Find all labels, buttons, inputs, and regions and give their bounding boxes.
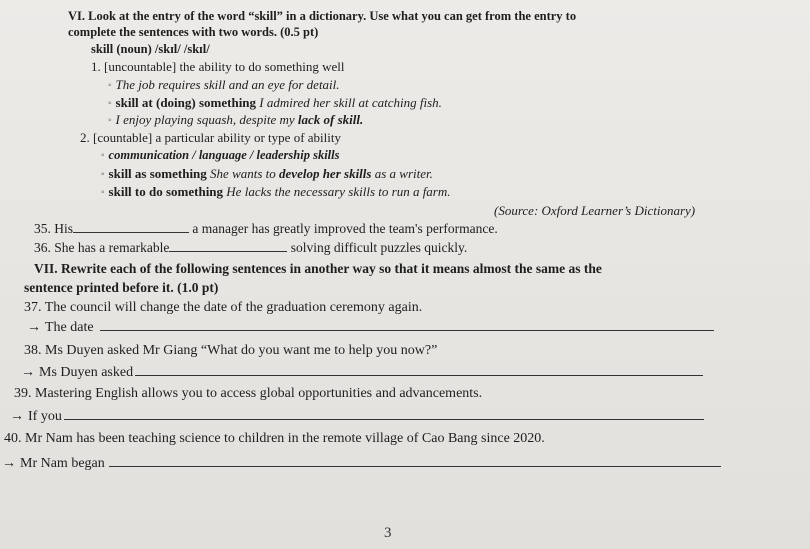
- answer-39-prompt: If you: [28, 409, 62, 424]
- example-pattern: skill to do something: [108, 184, 224, 199]
- answer-blank-35[interactable]: [73, 231, 189, 233]
- entry-sense-2: 2. [countable] a particular ability or type of ability: [80, 130, 341, 145]
- arrow-icon: →: [10, 409, 24, 424]
- example-pattern: skill as something: [108, 166, 207, 181]
- question-39: 39. Mastering English allows you to access global opportunities and advancements.: [14, 386, 483, 401]
- answer-blank-39[interactable]: [64, 418, 704, 420]
- question-36-text-end: solving difficult puzzles quickly.: [290, 240, 468, 255]
- page-number: 3: [384, 525, 392, 541]
- example-1c: [108, 113, 363, 126]
- bullet-icon: ◦: [108, 115, 112, 127]
- section6-heading: VI. Look at the entry of the word “skill” in a dictionary. Use what you can get from the entry to: [68, 9, 577, 23]
- arrow-icon: →: [27, 320, 41, 335]
- section7-heading-cont: sentence printed before it. (1.0 pt): [24, 280, 219, 295]
- example-text: She wants to: [206, 166, 280, 181]
- answer-blank-38[interactable]: [135, 374, 703, 376]
- question-36: [34, 241, 467, 255]
- answer-37-prompt: The date: [45, 320, 94, 335]
- answer-blank-36[interactable]: [169, 250, 287, 252]
- example-text: He lacks the necessary skills to run a farm.: [223, 184, 451, 199]
- bullet-icon: ◦: [108, 98, 112, 110]
- question-35: [34, 222, 498, 236]
- example-2c: [101, 185, 451, 198]
- answer-37: [27, 321, 714, 335]
- example-2b: [101, 167, 433, 180]
- example-pattern: develop her skills: [279, 166, 372, 181]
- example-text: as a writer.: [371, 166, 433, 181]
- answer-38: [21, 366, 703, 380]
- entry-sense-1: 1. [uncountable] the ability to do something well: [91, 59, 345, 74]
- answer-39: [10, 410, 704, 424]
- section6-heading-cont: complete the sentences with two words. (0.5 pt): [68, 25, 319, 39]
- bullet-icon: ◦: [108, 80, 112, 92]
- example-2a: [101, 149, 339, 162]
- arrow-icon: →: [2, 456, 16, 471]
- question-38: 38. Ms Duyen asked Mr Giang “What do you want me to help you now?”: [24, 343, 438, 358]
- question-35-text: 35. His: [34, 221, 74, 236]
- section7-heading: VII. Rewrite each of the following sentences in another way so that it means almost the same as the: [34, 261, 602, 276]
- example-pattern: lack of skill.: [297, 112, 364, 127]
- example-text: I admired her skill at catching fish.: [256, 95, 442, 110]
- bullet-icon: ◦: [101, 169, 105, 181]
- bullet-icon: ◦: [101, 150, 105, 162]
- example-text: I enjoy playing squash, despite my: [115, 112, 298, 127]
- answer-40: [2, 457, 721, 471]
- question-40: 40. Mr Nam has been teaching science to children in the remote village of Cao Bang since 2020.: [4, 431, 545, 446]
- answer-blank-37[interactable]: [100, 329, 714, 331]
- answer-38-prompt: Ms Duyen asked: [39, 365, 134, 380]
- entry-headword: skill (noun) /skɪl/ /skɪl/: [91, 42, 210, 56]
- bullet-icon: ◦: [101, 187, 105, 199]
- question-35-text-end: a manager has greatly improved the team's performance.: [192, 221, 498, 236]
- question-36-text: 36. She has a remarkable: [34, 240, 170, 255]
- example-text: communication / language / leadership skills: [108, 148, 340, 162]
- example-text: The job requires skill and an eye for detail.: [115, 77, 340, 92]
- question-37: 37. The council will change the date of the graduation ceremony again.: [24, 300, 423, 315]
- dictionary-source: (Source: Oxford Learner’s Dictionary): [494, 203, 696, 218]
- example-1b: [108, 96, 442, 109]
- example-1a: [108, 78, 340, 91]
- answer-blank-40[interactable]: [109, 465, 721, 467]
- answer-40-prompt: Mr Nam began: [20, 456, 105, 471]
- example-pattern: skill at (doing) something: [115, 95, 257, 110]
- arrow-icon: →: [21, 365, 35, 380]
